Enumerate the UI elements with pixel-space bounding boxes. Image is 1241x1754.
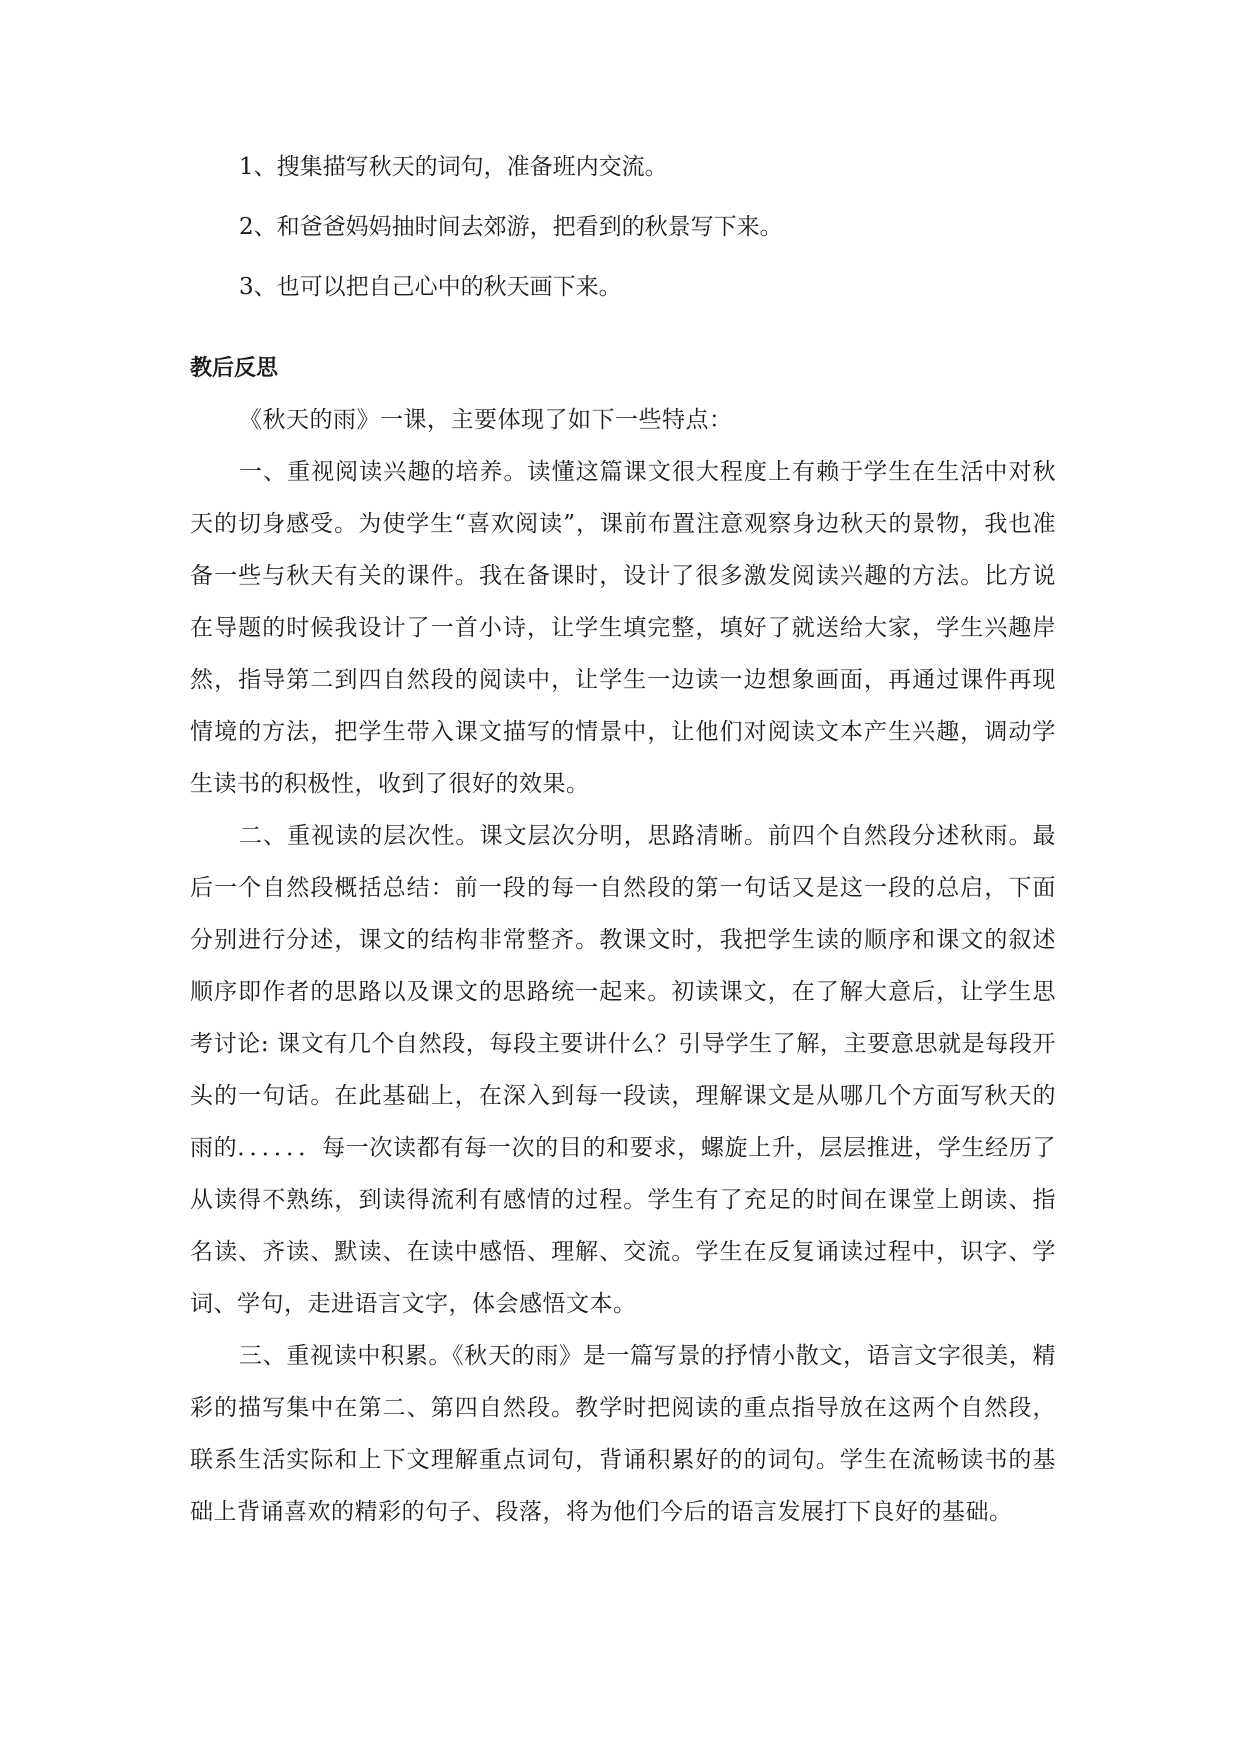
document-content: [190, 150, 1056, 1538]
reflection-heading: 教后反思: [190, 355, 279, 381]
reflection-point: 三、重视读中积累。《秋天的雨》是一篇写景的抒情小散文，语言文字很美，精彩的描写集中在第二、第四自然段。教学时把阅读的重点指导放在这两个自然段，联系生活实际和上下文理解重点词句，背诵积累好的的词句。学生在流畅读书的基础上背诵喜欢的精彩的句子、段落，将为他们今后的语言发展打下良好的基础。: [190, 1343, 1056, 1525]
homework-item: 3、也可以把自己心中的秋天画下来。: [239, 274, 622, 300]
reflection-intro: 《秋天的雨》一课，主要体现了如下一些特点：: [239, 407, 733, 433]
homework-list: [190, 150, 1056, 304]
homework-item: 2、和爸爸妈妈抽时间去郊游，把看到的秋景写下来。: [239, 214, 783, 240]
reflection-point: 一、重视阅读兴趣的培养。读懂这篇课文很大程度上有赖于学生在生活中对秋天的切身感受。为使学生“喜欢阅读”，课前布置注意观察身边秋天的景物，我也准备一些与秋天有关的课件。我在备课时，设计了很多激发阅读兴趣的方法。比方说在导题的时候我设计了一首小诗，让学生填完整，填好了就送给大家，学生兴趣岸然，指导第二到四自然段的阅读中，让学生一边读一边想象画面，再通过课件再现情境的方法，把学生带入课文描写的情景中，让他们对阅读文本产生兴趣，调动学生读书的积极性，收到了很好的效果。: [190, 459, 1056, 797]
reflection-point: 二、重视读的层次性。课文层次分明，思路清晰。前四个自然段分述秋雨。最后一个自然段概括总结：前一段的每一自然段的第一句话又是这一段的总启，下面分别进行分述，课文的结构非常整齐。教课文时，我把学生读的顺序和课文的叙述顺序即作者的思路以及课文的思路统一起来。初读课文，在了解大意后，让学生思考讨论: 课文有几个自然段，每段主要讲什么？引导学生了解，主要意思就是每段开头的一句话。在此基础上，在深入到每一段读，理解课文是从哪几个方面写秋天的雨的．．．．．．每一次读都有每一次的目的和要求，螺旋上升，层层推进，学生经历了从读得不熟练，到读得流利有感情的过程。学生有了充足的时间在课堂上朗读、指名读、齐读、默读、在读中感悟、理解、交流。学生在反复诵读过程中，识字、学词、学句，走进语言文字，体会感悟文本。: [190, 823, 1056, 1317]
homework-item: 1、搜集描写秋天的词句，准备班内交流。: [239, 154, 668, 180]
